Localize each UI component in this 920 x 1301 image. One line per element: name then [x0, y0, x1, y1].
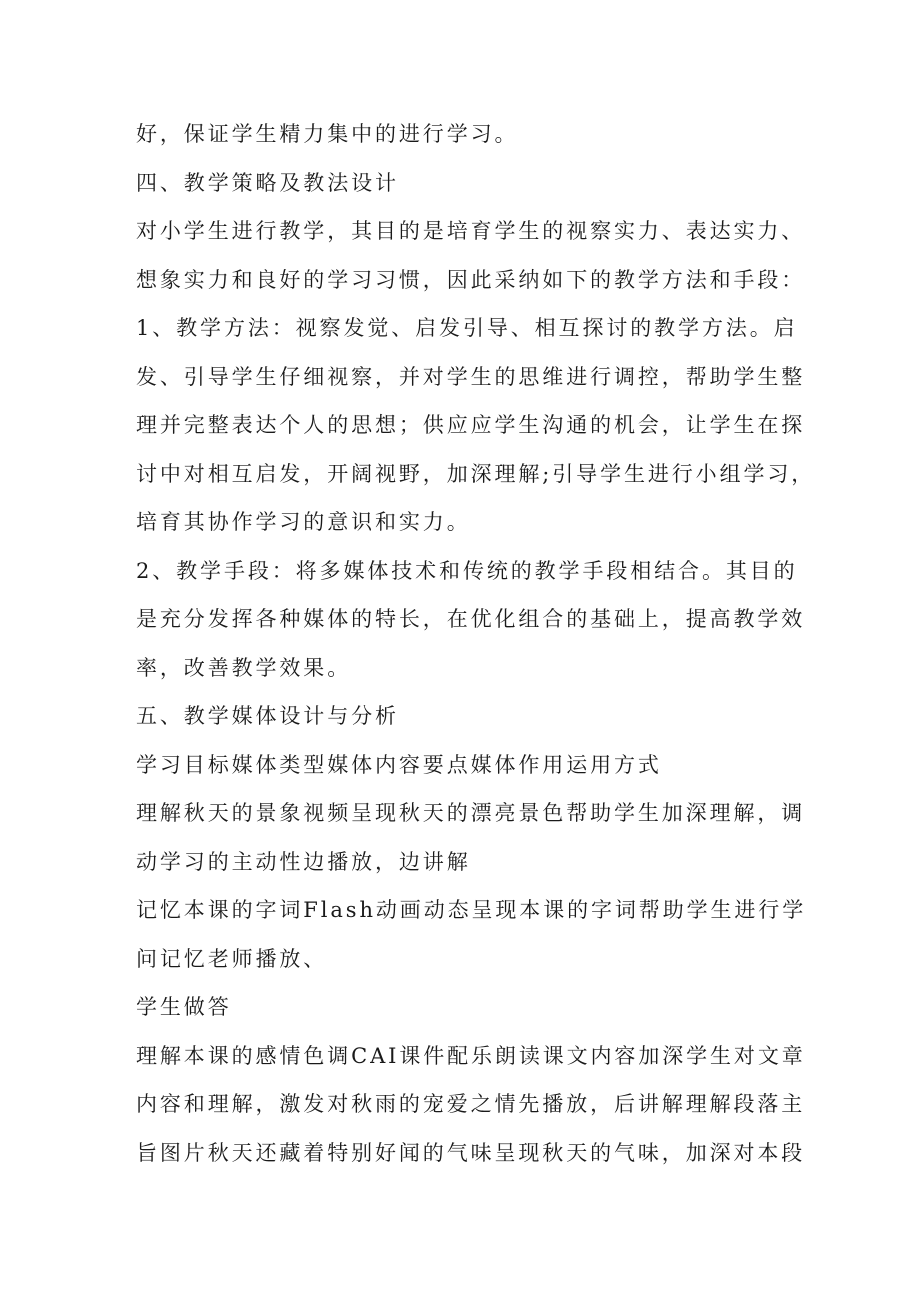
text-line-14: 学习目标媒体类型媒体内容要点媒体作用运用方式 [136, 752, 662, 777]
text-line-7: 理并完整表达个人的思想；供应应学生沟通的机会，让学生在探 [136, 413, 806, 437]
text-line-4: 想象实力和良好的学习习惯，因此采纳如下的教学方法和手段： [136, 267, 806, 292]
text-line-20: 理解本课的感情色调CAI课件配乐朗读课文内容加深学生对文章 [136, 1043, 806, 1068]
text-line-3: 对小学生进行教学，其目的是培育学生的视察实力、表达实力、 [136, 219, 806, 243]
document-body [136, 110, 816, 1177]
text-line-16: 动学习的主动性边播放，边讲解 [136, 849, 471, 874]
section-heading-strategy: 四、教学策略及教法设计 [136, 170, 399, 195]
text-line-15: 理解秋天的景象视频呈现秋天的漂亮景色帮助学生加深理解，调 [136, 801, 806, 825]
text-line-10: 2、教学手段：将多媒体技术和传统的教学手段相结合。其目的 [136, 558, 798, 583]
text-line-19: 学生做答 [136, 995, 232, 1019]
text-line-5: 1、教学方法：视察发觉、启发引导、相互探讨的教学方法。启 [136, 316, 798, 340]
text-line-9: 培育其协作学习的意识和实力。 [136, 510, 471, 534]
text-line-22: 旨图片秋天还藏着特别好闻的气味呈现秋天的气味，加深对本段 [136, 1140, 806, 1165]
text-line-21: 内容和理解，激发对秋雨的宠爱之情先播放，后讲解理解段落主 [136, 1092, 806, 1116]
text-line-12: 率，改善教学效果。 [136, 655, 352, 680]
text-line-8: 讨中对相互启发，开阔视野，加深理解;引导学生进行小组学习， [136, 461, 816, 486]
text-line-11: 是充分发挥各种媒体的特长，在优化组合的基础上，提高教学效 [136, 607, 806, 631]
text-line-17: 记忆本课的字词Flash动画动态呈现本课的字词帮助学生进行学 [136, 898, 807, 922]
text-line-1: 好，保证学生精力集中的进行学习。 [136, 122, 519, 146]
text-line-6: 发、引导学生仔细视察，并对学生的思维进行调控，帮助学生整 [136, 364, 806, 389]
text-line-18: 问记忆老师播放、 [136, 946, 328, 971]
section-heading-media: 五、教学媒体设计与分析 [136, 704, 399, 728]
